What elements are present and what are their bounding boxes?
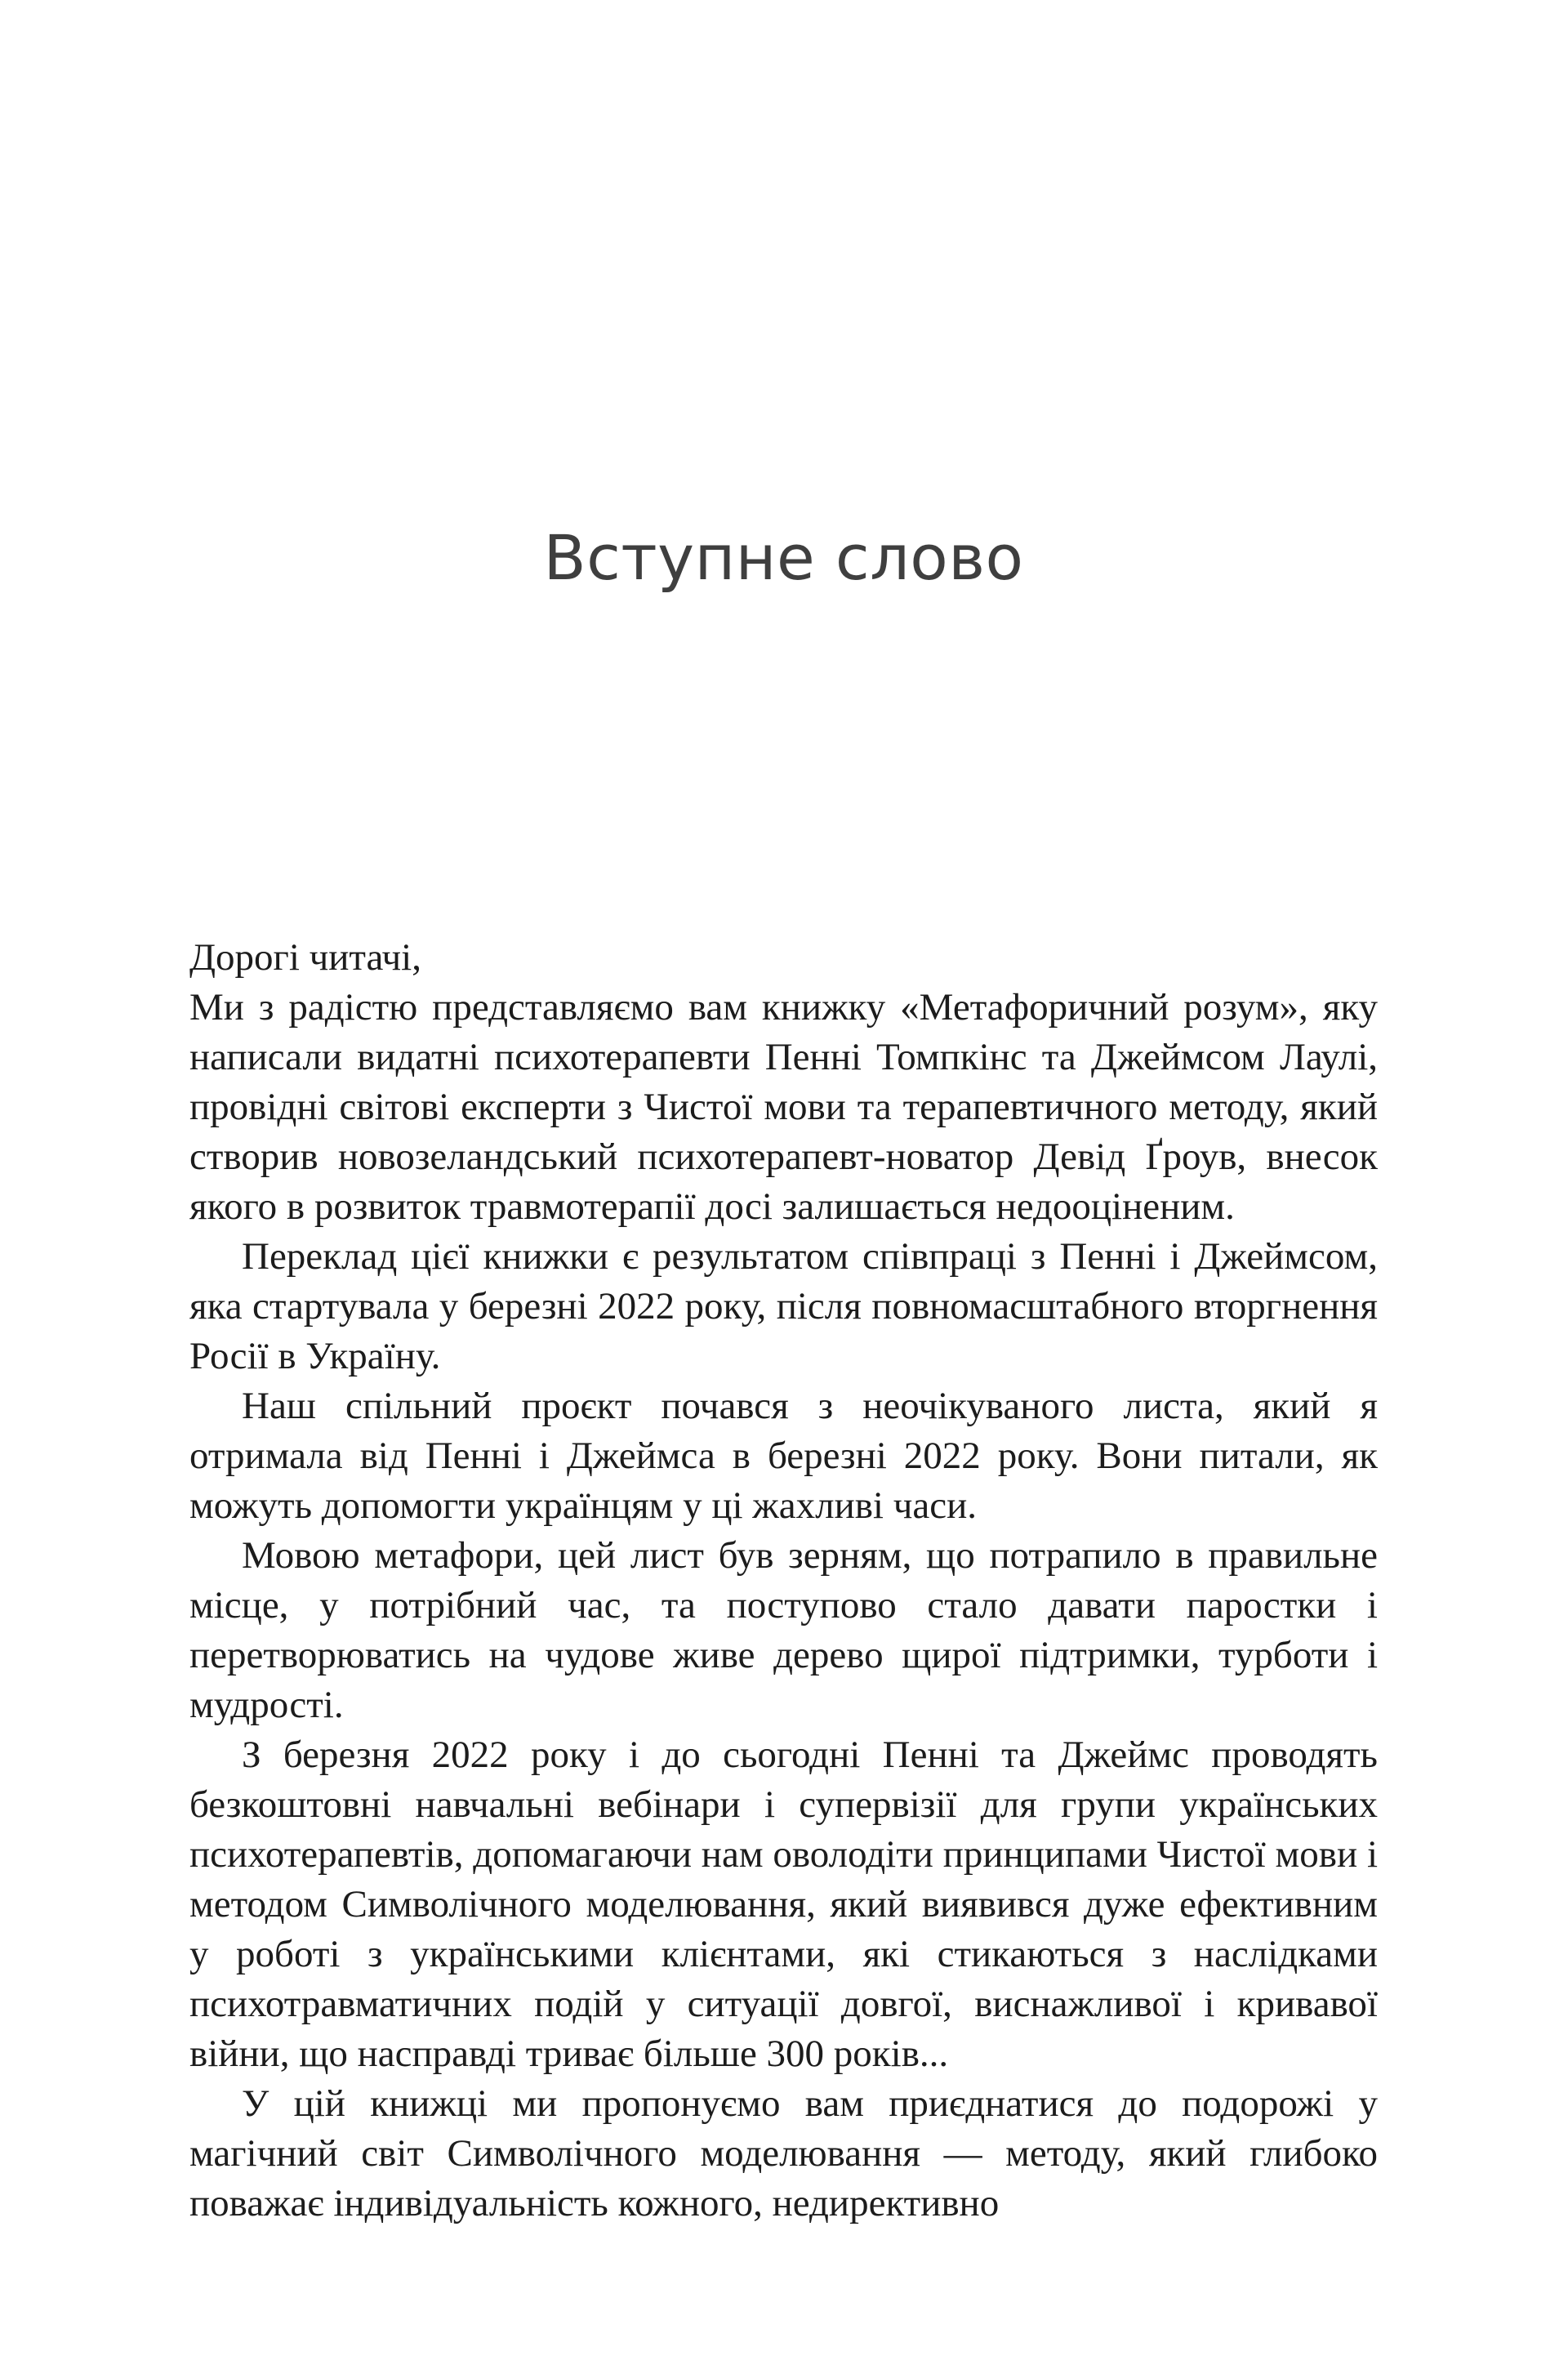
paragraph: Наш спільний проєкт почався з неочікуваного листа, який я отримала від Пенні і Джеймса в березні 2022 року. Вони питали, як можуть допомогти українцям у ці жахливі часи. <box>189 1385 1378 1527</box>
paragraph: Мовою метафори, цей лист був зерням, що потрапило в правильне місце, у потрібний час, та поступово стало давати паростки і перетворюватись на чудове живе дерево щирої підтримки, турботи і мудрості. <box>189 1534 1378 1726</box>
paragraph: Ми з радістю представляємо вам книжку «Метафоричний розум», яку написали видатні психотерапевти Пенні Томпкінс та Джеймсом Лаулі, провідні світові експерти з Чистої мови та терапевтичного методу, який створив новозеландський психотерапевт-новатор Девід Ґроув, внесок якого в розвиток травмотерапії досі залишається недооціненим. <box>189 986 1378 1228</box>
paragraph: З березня 2022 року і до сьогодні Пенні та Джеймс проводять безкоштовні навчальні вебінари і супервізії для групи українських психотерапевтів, допомагаючи нам оволодіти принципами Чистої мови і методом Символічного моделювання, який виявився дуже ефективним у роботі з українськими клієнтами, які стикаються з наслідками психотравматичних подій у ситуації довгої, виснажливої і кривавої війни, що насправді триває більше 300 років... <box>189 1734 1378 2075</box>
paragraph: Переклад цієї книжки є результатом співпраці з Пенні і Джеймсом, яка стартувала у березні 2022 року, після повномасштабного вторгнення Росії в Україну. <box>189 1235 1378 1377</box>
paragraph-salutation: Дорогі читачі, <box>189 936 421 979</box>
body-text-block <box>189 933 1378 2365</box>
chapter-title: Вступне слово <box>543 521 1024 594</box>
paragraph: У цій книжці ми пропонуємо вам приєднатися до подорожі у магічний світ Символічного моделювання — методу, який глибоко поважає індивідуальність кожного, недирективно <box>189 2082 1378 2224</box>
